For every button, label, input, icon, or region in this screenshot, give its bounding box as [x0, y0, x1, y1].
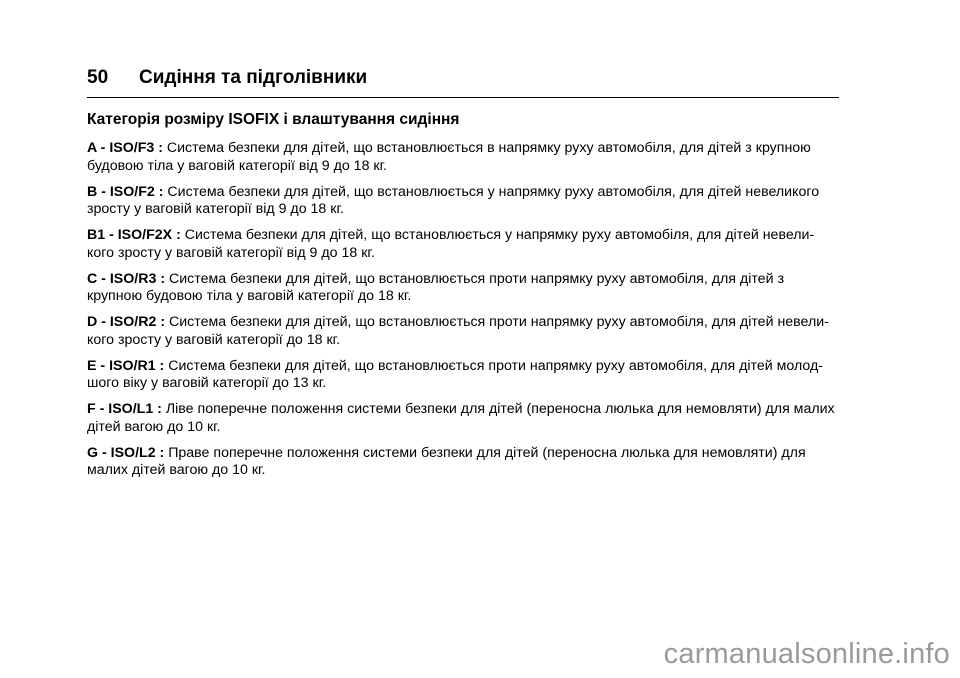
entry-code: F - ISO/L1 :: [87, 401, 162, 417]
entry-text: Система безпеки для дітей, що встановлюється у напрямку руху автомобіля, для дітей невеликого зросту у ваговій категорії від 9 до 18 кг.: [87, 183, 820, 217]
entry-d-iso-r2: [87, 314, 839, 349]
entry-text: Система безпеки для дітей, що встановлюється проти напрямку руху автомобіля, для дітей невели-кого зросту у ваговій категорії до 18 кг.: [87, 314, 829, 348]
entry-text: Система безпеки для дітей, що встановлюється в напрямку руху автомобіля, для дітей з крупною будовою тіла у ваговій категорії від 9 до 18 кг.: [87, 140, 811, 174]
entry-text: Ліве поперечне положення системи безпеки для дітей (переносна люлька для немовляти) для малих дітей вагою до 10 кг.: [87, 401, 835, 435]
entry-e-iso-r1: [87, 358, 839, 393]
entry-text: Система безпеки для дітей, що встановлюється проти напрямку руху автомобіля, для дітей молод-шого віку у ваговій категорії до 13 кг.: [87, 357, 824, 391]
watermark-text: carmanualsonline.info: [663, 638, 950, 670]
page-number: 50: [87, 67, 109, 88]
main-content: [87, 110, 839, 488]
page-header: [87, 66, 839, 98]
page-header-title: Сидіння та підголівники: [139, 67, 368, 88]
entry-code: A - ISO/F3 :: [87, 140, 163, 156]
entry-code: C - ISO/R3 :: [87, 270, 166, 287]
section-heading: Категорія розміру ISOFIX і влаштування сидіння: [87, 111, 460, 128]
entry-b1-iso-f2x: [87, 227, 839, 262]
entry-text: Система безпеки для дітей, що встановлюється проти напрямку руху автомобіля, для дітей з крупною будовою тіла у ваговій категорії до 18 кг.: [87, 270, 784, 304]
entry-g-iso-l2: [87, 445, 839, 480]
entry-code: B1 - ISO/F2X :: [87, 227, 181, 243]
entry-text: Праве поперечне положення системи безпеки для дітей (переносна люлька для немовляти) для малих дітей вагою до 10 кг.: [87, 444, 806, 478]
entry-b-iso-f2: [87, 184, 839, 219]
entry-f-iso-l1: [87, 401, 839, 436]
entry-code: G - ISO/L2 :: [87, 444, 165, 461]
header-divider: [87, 97, 839, 98]
entry-code: B - ISO/F2 :: [87, 183, 164, 200]
entry-c-iso-r3: [87, 271, 839, 306]
entry-code: D - ISO/R2 :: [87, 314, 166, 330]
entry-text: Система безпеки для дітей, що встановлюється у напрямку руху автомобіля, для дітей невели-кого зросту у ваговій категорії від 9 до 18 кг.: [87, 227, 815, 261]
entry-a-iso-f3: [87, 140, 839, 175]
entry-code: E - ISO/R1 :: [87, 357, 165, 374]
